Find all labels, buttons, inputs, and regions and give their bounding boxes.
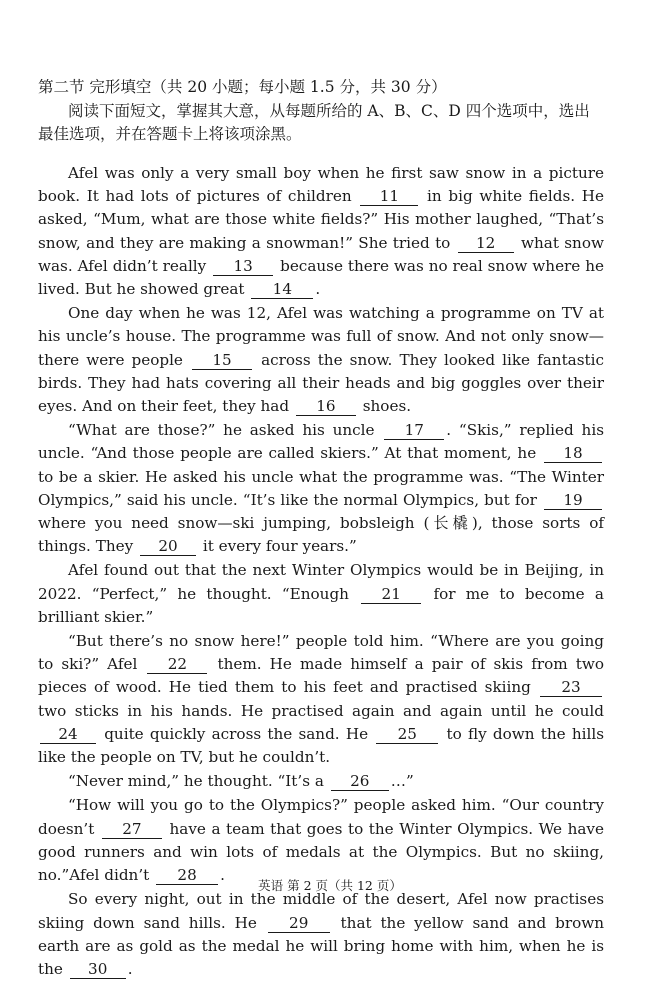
passage-text: . bbox=[220, 866, 225, 885]
blank-12: 12 bbox=[458, 235, 514, 253]
passage-text: them. He made himself a pair of skis from two pieces of wood. He tied them to his feet and practised skiing bbox=[38, 655, 604, 697]
section-instruction: 阅读下面短文，掌握其大意，从每题所给的 A、B、C、D 四个选项中，选出最佳选项，并在答题卡上将该项涂黑。 bbox=[38, 102, 590, 143]
passage-paragraph-6 bbox=[38, 770, 604, 793]
passage-paragraph-8 bbox=[38, 888, 604, 981]
blank-21: 21 bbox=[361, 586, 421, 604]
blank-11: 11 bbox=[360, 188, 418, 206]
passage-text: across the snow. They looked like fantastic birds. They had hats covering all their heads and big goggles over their eyes. And on their feet, they had bbox=[38, 350, 604, 416]
blank-17: 17 bbox=[384, 422, 444, 440]
blank-19: 19 bbox=[544, 492, 602, 510]
passage-text: what snow was. Afel didn’t really bbox=[38, 233, 604, 275]
blank-30: 30 bbox=[70, 961, 126, 979]
passage-text: “Never mind,” he thought. “It’s a bbox=[68, 772, 329, 791]
blank-18: 18 bbox=[544, 445, 602, 463]
passage-paragraph-7 bbox=[38, 794, 604, 887]
passage-text: Afel was only a very small boy when he first saw snow in a picture book. It had lots of pictures of children bbox=[38, 164, 604, 206]
passage-text: that the yellow sand and brown earth are as gold as the medal he will bring home with him, when he is the bbox=[38, 913, 604, 978]
blank-25: 25 bbox=[376, 726, 438, 744]
blank-26: 26 bbox=[331, 773, 389, 791]
passage-text: two sticks in his hands. He practised again and again until he could bbox=[38, 701, 604, 720]
blank-14: 14 bbox=[251, 281, 313, 299]
passage-text: …” bbox=[390, 772, 414, 791]
passage-text: “But there’s no snow here!” people told him. “Where are you going to ski?” Afel bbox=[38, 632, 604, 674]
passage-text: where you need snow—ski jumping, bobsleigh (长橇), those sorts of things. They bbox=[38, 514, 604, 556]
passage-text: . bbox=[127, 959, 133, 978]
blank-16: 16 bbox=[296, 398, 356, 416]
section-title: 第二节 完形填空（共 20 小题；每小题 1.5 分，共 30 分） bbox=[38, 78, 447, 96]
blank-15: 15 bbox=[192, 352, 252, 370]
passage-text: have a team that goes to the Winter Olympics. We have good runners and win lots of medals at the Olympics. But no skiing, no.”Afel didn’t bbox=[38, 819, 604, 885]
passage-text: because there was no real snow where he lived. But he showed great bbox=[38, 256, 604, 299]
passage-text: quite quickly across the sand. He bbox=[98, 724, 375, 743]
passage-text: “What are those?” he asked his uncle bbox=[68, 421, 383, 440]
blank-24: 24 bbox=[40, 726, 96, 744]
passage-text: to be a skier. He asked his uncle what the programme was. “The Winter Olympics,” said his uncle. “It’s like the normal Olympics, but for bbox=[38, 467, 604, 509]
cloze-passage bbox=[38, 162, 604, 982]
blank-28: 28 bbox=[156, 867, 218, 885]
blank-27: 27 bbox=[102, 821, 162, 839]
blank-13: 13 bbox=[213, 258, 273, 276]
page-footer: 英语 第 2 页（共 12 页） bbox=[258, 878, 402, 893]
passage-text: . “Skis,” replied his uncle. “And those people are called skiers.” At that moment, he bbox=[38, 421, 604, 463]
passage-text: Afel found out that the next Winter Olympics would be in Beijing, in 2022. “Perfect,” he thought. “Enough bbox=[38, 561, 604, 603]
passage-paragraph-1 bbox=[38, 162, 604, 301]
passage-text: “How will you go to the Olympics?” people asked him. “Our country doesn’t bbox=[38, 796, 604, 838]
passage-paragraph-2 bbox=[38, 302, 604, 418]
passage-paragraph-3 bbox=[38, 419, 604, 558]
passage-text: in big white fields. He asked, “Mum, what are those white fields?” His mother laughed, “That’s snow, and they are making a snowman!” She tried to bbox=[38, 187, 604, 252]
passage-text: . bbox=[315, 280, 321, 299]
passage-text: for me to become a brilliant skier.” bbox=[38, 584, 604, 626]
passage-text: to fly down the hills like the people on TV, but he couldn’t. bbox=[38, 724, 604, 767]
passage-text: it every four years.” bbox=[198, 537, 357, 556]
passage-text: One day when he was 12, Afel was watching a programme on TV at his uncle’s house. The programme was full of snow. And not only snow—there were people bbox=[38, 304, 604, 369]
passage-text: shoes. bbox=[357, 397, 412, 416]
passage-paragraph-5 bbox=[38, 630, 604, 769]
blank-29: 29 bbox=[268, 915, 330, 933]
blank-22: 22 bbox=[147, 656, 207, 674]
blank-23: 23 bbox=[540, 679, 602, 697]
passage-paragraph-4 bbox=[38, 559, 604, 629]
blank-20: 20 bbox=[140, 538, 196, 556]
passage-text: So every night, out in the middle of the desert, Afel now practises skiing down sand hills. He bbox=[38, 890, 604, 932]
